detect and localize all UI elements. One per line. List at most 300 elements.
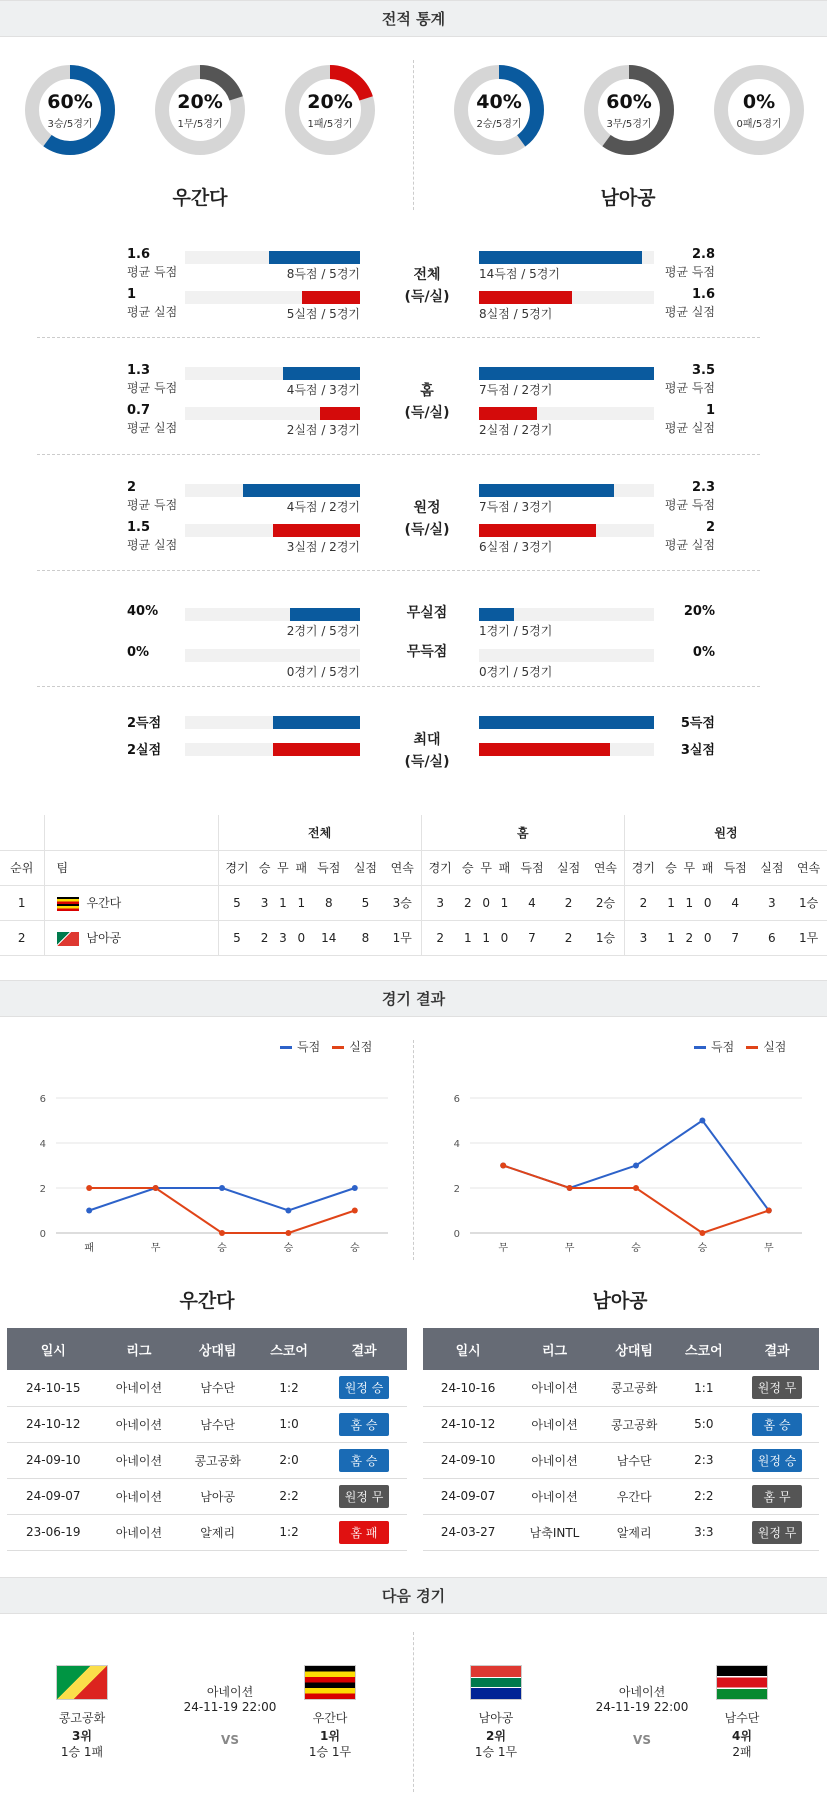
table-row — [7, 1478, 407, 1514]
table-cell: 1 — [495, 885, 513, 920]
series-line — [503, 1166, 769, 1234]
col-header: 경기 — [624, 850, 661, 885]
stat-right-track — [479, 367, 654, 380]
stat-left-track — [185, 484, 360, 497]
stat-right-track — [479, 608, 654, 621]
table-row — [0, 885, 827, 920]
stat-right-caption: 7득점 / 2경기 — [479, 383, 553, 397]
table-cell: 3:3 — [673, 1514, 735, 1550]
table-cell: 7 — [717, 920, 754, 955]
legend-label: 득점 — [297, 1040, 321, 1054]
results-header-row — [7, 1328, 407, 1370]
table-cell: 0 — [495, 920, 513, 955]
group-divider — [37, 337, 760, 338]
uganda-flag — [304, 1665, 356, 1700]
stat-group-label — [377, 497, 477, 541]
stat-right-bar — [479, 716, 654, 729]
stat-right-caption: 0경기 / 5경기 — [479, 665, 553, 679]
table-cell: 1 — [459, 920, 477, 955]
stat-right-label: 평균 득점 — [664, 381, 715, 395]
donut-percent: 60% — [47, 91, 93, 113]
stat-left-value: 2실점 — [127, 743, 162, 758]
table-cell: 1무 — [384, 920, 421, 955]
group-divider — [37, 454, 760, 455]
section-title-results: 경기 결과 — [0, 980, 827, 1017]
table-cell: 1 — [292, 885, 310, 920]
col-header: 연속 — [587, 850, 624, 885]
table-cell: 남수단 — [178, 1370, 257, 1406]
line-chart — [38, 1090, 393, 1260]
col-header: 무 — [477, 850, 495, 885]
table-row — [423, 1406, 819, 1442]
col-header: 패 — [292, 850, 310, 885]
series-line — [89, 1188, 355, 1211]
legend-label: 득점 — [711, 1040, 735, 1054]
group-divider — [37, 686, 760, 687]
y-tick-label: 2 — [39, 1184, 46, 1195]
stat-right-label: 평균 실점 — [664, 538, 715, 552]
stat-right-track — [479, 251, 654, 264]
data-point — [633, 1163, 639, 1169]
col-header: 실점 — [550, 850, 587, 885]
table-row — [0, 920, 827, 955]
result-badge: 홈 승 — [752, 1413, 802, 1436]
table-cell: 1 — [274, 885, 292, 920]
result-badge: 원정 무 — [339, 1485, 390, 1508]
stat-left-label: 평균 실점 — [127, 421, 178, 435]
south-africa-flag — [470, 1665, 522, 1700]
data-point — [567, 1185, 573, 1191]
table-cell: 2:2 — [257, 1478, 321, 1514]
data-point — [352, 1208, 358, 1214]
y-tick-label: 0 — [39, 1229, 46, 1240]
table-row — [423, 1442, 819, 1478]
stat-left-value: 1 — [127, 287, 137, 302]
legend-swatch — [746, 1046, 758, 1049]
table-cell: 0 — [292, 920, 310, 955]
team-name-left: 우간다 — [172, 187, 228, 209]
stat-group-label-line: 홈 — [420, 383, 434, 399]
stat-right-value: 0% — [692, 645, 715, 660]
stat-right-track — [479, 407, 654, 420]
table-cell: 2 — [680, 920, 698, 955]
donut-chart — [452, 63, 546, 157]
stat-right-value: 5득점 — [680, 716, 715, 731]
table-cell: 24-03-27 — [423, 1514, 513, 1550]
table-cell: 24-10-12 — [423, 1406, 513, 1442]
table-cell: 아네이션 — [513, 1370, 595, 1406]
table-cell: 4 — [514, 885, 551, 920]
stat-left-track — [185, 716, 360, 729]
table-cell: 5 — [347, 885, 384, 920]
table-cell — [321, 1406, 407, 1442]
table-cell: 알제리 — [178, 1514, 257, 1550]
stat-group-label-line: 최대 — [413, 732, 441, 748]
col-header: 무 — [680, 850, 698, 885]
stat-right-value: 2.8 — [691, 247, 715, 262]
donut-caption: 3승/5경기 — [47, 119, 93, 130]
stat-right-bar — [479, 608, 514, 621]
donut-percent: 20% — [307, 91, 353, 113]
stat-right-bar — [479, 367, 654, 380]
table-cell: 14 — [310, 920, 347, 955]
donut-caption: 1패/5경기 — [307, 119, 353, 130]
stat-right-value: 3.5 — [691, 363, 715, 378]
next-league: 아네이션 — [618, 1685, 666, 1699]
table-cell — [321, 1442, 407, 1478]
stat-group-label — [377, 729, 477, 773]
result-badge: 원정 무 — [752, 1376, 803, 1399]
table-cell: 24-09-07 — [423, 1478, 513, 1514]
standings-header-row — [0, 850, 827, 885]
table-cell: 우간다 — [596, 1478, 673, 1514]
data-point — [500, 1163, 506, 1169]
result-badge: 홈 패 — [339, 1521, 389, 1544]
stat-left-bar — [283, 367, 360, 380]
col-header: 득점 — [514, 850, 551, 885]
table-cell: 1무 — [790, 920, 827, 955]
chart-legend — [694, 1038, 798, 1055]
donut-caption: 1무/5경기 — [177, 119, 223, 130]
table-cell — [735, 1478, 819, 1514]
table-cell: 2 — [550, 885, 587, 920]
stat-right-bar — [479, 484, 614, 497]
stat-group-label — [377, 602, 477, 663]
col-header: 결과 — [735, 1328, 819, 1370]
col-header: 상대팀 — [596, 1328, 673, 1370]
stat-right-track — [479, 649, 654, 662]
stat-right-caption: 14득점 / 5경기 — [479, 267, 560, 281]
col-header: 상대팀 — [178, 1328, 257, 1370]
table-cell: 남아공 — [178, 1478, 257, 1514]
x-tick-label: 무 — [564, 1243, 575, 1254]
section-title-next: 다음 경기 — [0, 1577, 827, 1614]
data-point — [352, 1185, 358, 1191]
next-team-rank: 4위 — [732, 1729, 752, 1743]
group-divider — [37, 570, 760, 571]
table-cell: 3 — [255, 885, 273, 920]
legend-swatch — [694, 1046, 706, 1049]
stat-left-track — [185, 608, 360, 621]
divider — [413, 60, 414, 210]
col-header: 연속 — [384, 850, 421, 885]
stat-right-caption: 8실점 / 5경기 — [479, 307, 553, 321]
donut-chart — [582, 63, 676, 157]
col-header: 실점 — [754, 850, 791, 885]
stat-left-caption: 3실점 / 2경기 — [286, 540, 360, 554]
table-cell: 아네이션 — [100, 1370, 179, 1406]
donut-chart — [153, 63, 247, 157]
table-cell: 5:0 — [673, 1406, 735, 1442]
legend-label: 실점 — [763, 1040, 787, 1054]
standings-group-row — [0, 815, 827, 850]
table-cell: 아네이션 — [513, 1478, 595, 1514]
stat-group-label-line: (득/실) — [404, 405, 450, 421]
stat-right-caption: 6실점 / 3경기 — [479, 540, 553, 554]
donut-percent: 60% — [606, 91, 652, 113]
donut-chart — [23, 63, 117, 157]
south-sudan-flag — [716, 1665, 768, 1700]
x-tick-label: 승 — [349, 1243, 360, 1254]
stat-right-caption: 1경기 / 5경기 — [479, 624, 553, 638]
team-name-cell: 남아공 — [86, 931, 122, 945]
stat-left-track — [185, 743, 360, 756]
next-team-record: 2패 — [732, 1745, 752, 1759]
table-cell: 콩고공화 — [596, 1406, 673, 1442]
next-team-name: 남수단 — [724, 1711, 760, 1725]
col-header: 일시 — [7, 1328, 100, 1370]
table-cell: 2 — [421, 920, 458, 955]
table-row — [423, 1370, 819, 1406]
stat-left-bar — [273, 716, 361, 729]
x-tick-label: 승 — [631, 1243, 641, 1254]
stat-left-bar — [290, 608, 360, 621]
table-cell — [735, 1406, 819, 1442]
col-header: 팀 — [44, 850, 218, 885]
recent-results-right — [423, 1328, 819, 1551]
x-tick-label: 승 — [283, 1243, 294, 1254]
table-cell: 24-10-12 — [7, 1406, 100, 1442]
stat-left-label: 평균 실점 — [127, 538, 178, 552]
table-cell: 0 — [699, 920, 717, 955]
stat-right-value: 20% — [683, 604, 715, 619]
donut-chart — [283, 63, 377, 157]
next-team-record: 1승 1무 — [308, 1745, 352, 1759]
stat-left-value: 40% — [127, 604, 159, 619]
table-cell: 24-09-07 — [7, 1478, 100, 1514]
legend-swatch — [280, 1046, 292, 1049]
table-cell: 24-10-16 — [423, 1370, 513, 1406]
table-cell — [321, 1514, 407, 1550]
table-cell: 남수단 — [596, 1442, 673, 1478]
table-cell: 0 — [699, 885, 717, 920]
table-cell: 남축INTL — [513, 1514, 595, 1550]
chart-team-right: 남아공 — [592, 1290, 648, 1312]
donut-caption: 3무/5경기 — [606, 119, 652, 130]
table-cell: 1 — [0, 885, 44, 920]
table-cell: 2 — [459, 885, 477, 920]
donut-percent: 0% — [742, 91, 776, 113]
next-team-name: 콩고공화 — [58, 1711, 106, 1725]
stat-left-bar — [273, 524, 361, 537]
stat-left-track — [185, 367, 360, 380]
table-cell — [321, 1478, 407, 1514]
table-cell: 아네이션 — [513, 1442, 595, 1478]
result-badge: 원정 승 — [752, 1449, 803, 1472]
table-cell: 콩고공화 — [178, 1442, 257, 1478]
next-league: 아네이션 — [206, 1685, 254, 1699]
next-team-rank: 1위 — [320, 1729, 340, 1743]
col-header: 승 — [459, 850, 477, 885]
y-tick-label: 6 — [453, 1094, 460, 1105]
stat-right-bar — [479, 291, 572, 304]
stat-left-value: 2 — [127, 480, 137, 495]
stat-group-label-line: 원정 — [413, 500, 441, 516]
data-point — [766, 1208, 772, 1214]
stat-right-value: 3실점 — [680, 743, 715, 758]
stat-right-label: 평균 실점 — [664, 305, 715, 319]
table-cell: 1 — [680, 885, 698, 920]
col-header: 득점 — [310, 850, 347, 885]
stat-left-label: 평균 득점 — [127, 265, 178, 279]
data-point — [633, 1185, 639, 1191]
table-row — [7, 1370, 407, 1406]
stat-left-track — [185, 524, 360, 537]
table-cell: 1승 — [790, 885, 827, 920]
table-cell — [735, 1370, 819, 1406]
col-header: 경기 — [218, 850, 255, 885]
legend-item — [332, 1040, 372, 1054]
table-cell: 2승 — [587, 885, 624, 920]
data-point — [699, 1230, 705, 1236]
chart-team-left: 우간다 — [179, 1290, 235, 1312]
col-header: 스코어 — [257, 1328, 321, 1370]
stat-right-label: 평균 득점 — [664, 498, 715, 512]
table-cell: 3 — [624, 920, 661, 955]
stat-right-label: 평균 득점 — [664, 265, 715, 279]
stat-right-value: 1 — [705, 403, 715, 418]
stat-right-track — [479, 524, 654, 537]
table-cell: 1승 — [587, 920, 624, 955]
stat-group-label-line: (득/실) — [404, 289, 450, 305]
stat-left-caption: 4득점 / 2경기 — [286, 500, 360, 514]
donut-chart — [712, 63, 806, 157]
table-cell: 2:2 — [673, 1478, 735, 1514]
team-name-cell: 우간다 — [86, 896, 122, 910]
stat-left-value: 0% — [127, 645, 150, 660]
table-cell — [44, 920, 218, 955]
table-cell: 23-06-19 — [7, 1514, 100, 1550]
table-cell: 1 — [477, 920, 495, 955]
table-row — [423, 1478, 819, 1514]
stat-left-bar — [269, 251, 360, 264]
table-cell: 5 — [218, 920, 255, 955]
col-header: 리그 — [100, 1328, 179, 1370]
next-vs: VS — [221, 1733, 239, 1747]
stat-right-caption: 7득점 / 3경기 — [479, 500, 553, 514]
data-point — [86, 1185, 92, 1191]
col-header: 승 — [662, 850, 680, 885]
legend-swatch — [332, 1046, 344, 1049]
stat-right-bar — [479, 743, 610, 756]
x-tick-label: 패 — [84, 1243, 95, 1254]
stat-left-track — [185, 291, 360, 304]
table-cell: 3 — [274, 920, 292, 955]
stat-left-caption: 0경기 / 5경기 — [286, 665, 360, 679]
table-cell — [735, 1514, 819, 1550]
next-time: 24-11-19 22:00 — [183, 1700, 277, 1714]
uganda-flag — [57, 897, 79, 911]
y-tick-label: 4 — [39, 1139, 46, 1150]
legend-item — [694, 1040, 734, 1054]
team-name-right: 남아공 — [600, 187, 656, 209]
south-africa-flag — [57, 932, 79, 946]
series-line — [89, 1188, 355, 1233]
data-point — [699, 1118, 705, 1124]
stat-left-track — [185, 649, 360, 662]
divider — [413, 1632, 414, 1792]
donut-caption: 0패/5경기 — [736, 119, 782, 130]
result-badge: 홈 승 — [339, 1413, 389, 1436]
col-header: 패 — [699, 850, 717, 885]
next-team-name: 남아공 — [478, 1711, 514, 1725]
table-row — [7, 1406, 407, 1442]
stat-left-bar — [320, 407, 360, 420]
donut-caption: 2승/5경기 — [476, 119, 522, 130]
table-cell: 8 — [347, 920, 384, 955]
y-tick-label: 0 — [453, 1229, 460, 1240]
table-cell: 2:0 — [257, 1442, 321, 1478]
table-cell: 1 — [662, 885, 680, 920]
data-point — [219, 1185, 225, 1191]
table-cell: 6 — [754, 920, 791, 955]
table-cell: 2 — [255, 920, 273, 955]
table-row — [7, 1442, 407, 1478]
recent-results-left — [7, 1328, 407, 1551]
stat-left-bar — [273, 743, 361, 756]
table-cell: 5 — [218, 885, 255, 920]
table-cell: 3승 — [384, 885, 421, 920]
table-cell: 3 — [421, 885, 458, 920]
table-cell: 7 — [514, 920, 551, 955]
data-point — [86, 1208, 92, 1214]
stat-left-bar — [243, 484, 360, 497]
stat-left-value: 1.6 — [127, 247, 151, 262]
legend-item — [746, 1040, 786, 1054]
table-cell: 8 — [310, 885, 347, 920]
col-header: 패 — [495, 850, 513, 885]
table-cell: 24-09-10 — [423, 1442, 513, 1478]
data-point — [285, 1230, 291, 1236]
stat-right-label: 평균 실점 — [664, 421, 715, 435]
col-header: 결과 — [321, 1328, 407, 1370]
group-header-away: 원정 — [624, 815, 827, 850]
table-cell: 4 — [717, 885, 754, 920]
result-badge: 홈 승 — [339, 1449, 389, 1472]
donut-percent: 20% — [177, 91, 223, 113]
col-header: 실점 — [347, 850, 384, 885]
stat-right-value: 2 — [705, 520, 715, 535]
table-cell: 3 — [754, 885, 791, 920]
col-header: 득점 — [717, 850, 754, 885]
stat-left-value: 1.5 — [127, 520, 151, 535]
x-tick-label: 무 — [763, 1243, 774, 1254]
table-cell — [321, 1370, 407, 1406]
stat-right-value: 1.6 — [691, 287, 715, 302]
table-cell: 2 — [0, 920, 44, 955]
group-header-all: 전체 — [218, 815, 421, 850]
table-cell: 콩고공화 — [596, 1370, 673, 1406]
stat-right-caption: 2실점 / 2경기 — [479, 423, 553, 437]
next-team-rank: 3위 — [72, 1729, 92, 1743]
x-tick-label: 무 — [150, 1243, 161, 1254]
section-title-stats: 전적 통계 — [0, 0, 827, 37]
table-cell: 1 — [662, 920, 680, 955]
divider — [413, 1040, 414, 1260]
table-row — [7, 1514, 407, 1550]
data-point — [219, 1230, 225, 1236]
table-cell: 2 — [624, 885, 661, 920]
col-header: 리그 — [513, 1328, 595, 1370]
table-cell: 2:3 — [673, 1442, 735, 1478]
col-header: 순위 — [0, 850, 44, 885]
col-header: 승 — [255, 850, 273, 885]
x-tick-label: 승 — [217, 1243, 227, 1254]
stat-right-track — [479, 743, 654, 756]
next-team-record: 1승 1패 — [60, 1745, 104, 1759]
stat-right-track — [479, 716, 654, 729]
stat-left-label: 평균 득점 — [127, 498, 178, 512]
